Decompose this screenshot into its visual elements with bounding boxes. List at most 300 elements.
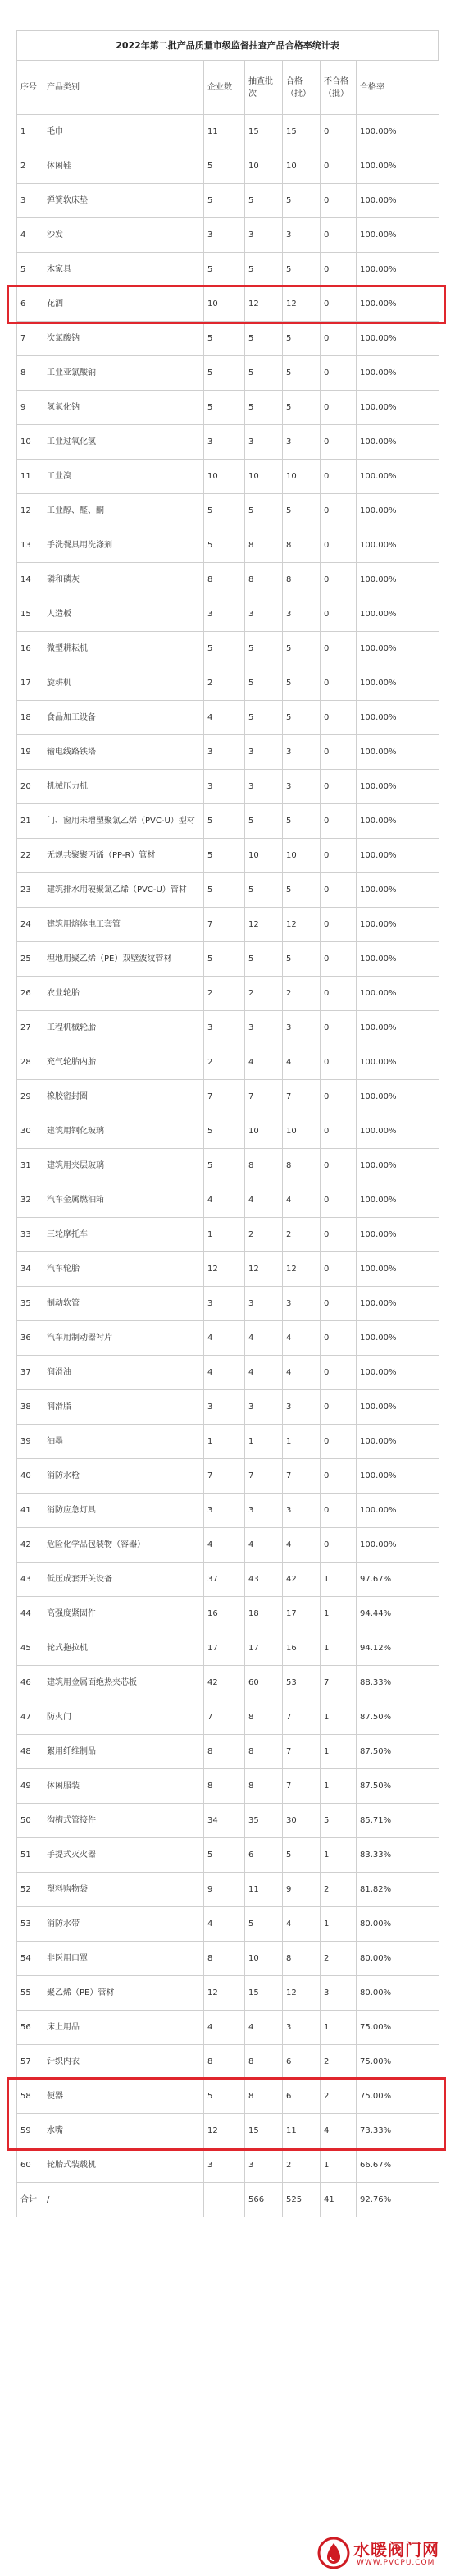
cell-index: 55 xyxy=(17,1976,43,2011)
cell-passed: 12 xyxy=(283,908,321,942)
cell-passed: 3 xyxy=(283,1494,321,1528)
cell-sampled: 15 xyxy=(245,115,283,149)
table-row xyxy=(17,1528,439,1563)
watermark xyxy=(317,2533,448,2573)
cell-index: 28 xyxy=(17,1045,43,1080)
cell-pass-rate: 94.12% xyxy=(357,1631,439,1666)
cell-category: 工业过氧化氢 xyxy=(43,425,204,460)
table-row xyxy=(17,1494,439,1528)
cell-passed: 5 xyxy=(283,804,321,839)
cell-companies: 5 xyxy=(204,184,245,218)
cell-category: 木家具 xyxy=(43,253,204,287)
cell-companies: 7 xyxy=(204,1459,245,1494)
cell-category: 农业轮胎 xyxy=(43,977,204,1011)
cell-category: 旋耕机 xyxy=(43,666,204,701)
cell-passed: 10 xyxy=(283,839,321,873)
cell-pass-rate: 100.00% xyxy=(357,1183,439,1218)
cell-sampled: 5 xyxy=(245,253,283,287)
header-category: 产品类别 xyxy=(43,61,204,115)
watermark-site-url: WWW.PVCPU.COM xyxy=(357,2559,435,2567)
cell-index: 14 xyxy=(17,563,43,597)
cell-sampled: 3 xyxy=(245,770,283,804)
cell-pass-rate: 100.00% xyxy=(357,839,439,873)
cell-category: 食品加工设备 xyxy=(43,701,204,735)
cell-failed: 0 xyxy=(321,563,357,597)
cell-companies: 3 xyxy=(204,770,245,804)
cell-companies: 8 xyxy=(204,1735,245,1769)
cell-passed: 4 xyxy=(283,1321,321,1356)
cell-pass-rate: 81.82% xyxy=(357,1873,439,1907)
cell-passed: 5 xyxy=(283,356,321,391)
cell-pass-rate: 75.00% xyxy=(357,2080,439,2114)
cell-index: 11 xyxy=(17,460,43,494)
cell-pass-rate: 83.33% xyxy=(357,1838,439,1873)
cell-sampled: 3 xyxy=(245,597,283,632)
cell-sampled: 10 xyxy=(245,839,283,873)
cell-pass-rate: 100.00% xyxy=(357,908,439,942)
table-row xyxy=(17,322,439,356)
cell-category: 无规共聚聚丙烯（PP-R）管材 xyxy=(43,839,204,873)
cell-index: 60 xyxy=(17,2148,43,2183)
cell-sampled: 5 xyxy=(245,804,283,839)
cell-index: 20 xyxy=(17,770,43,804)
cell-passed: 7 xyxy=(283,1459,321,1494)
cell-category: 手提式灭火器 xyxy=(43,1838,204,1873)
cell-passed: 5 xyxy=(283,701,321,735)
cell-passed: 7 xyxy=(283,1735,321,1769)
cell-companies: 3 xyxy=(204,425,245,460)
cell-failed: 41 xyxy=(321,2183,357,2217)
cell-failed: 5 xyxy=(321,1804,357,1838)
table-row xyxy=(17,1666,439,1700)
cell-companies: 8 xyxy=(204,1769,245,1804)
cell-companies: 4 xyxy=(204,1183,245,1218)
cell-pass-rate: 100.00% xyxy=(357,1252,439,1287)
table-title: 2022年第二批产品质量市级监督抽查产品合格率统计表 xyxy=(16,30,439,60)
cell-sampled: 4 xyxy=(245,2011,283,2045)
cell-pass-rate: 100.00% xyxy=(357,322,439,356)
cell-category: 水嘴 xyxy=(43,2114,204,2148)
cell-sampled: 3 xyxy=(245,218,283,253)
cell-sampled: 8 xyxy=(245,2080,283,2114)
cell-category: 针织内衣 xyxy=(43,2045,204,2080)
cell-passed: 4 xyxy=(283,1045,321,1080)
cell-passed: 4 xyxy=(283,1528,321,1563)
cell-pass-rate: 100.00% xyxy=(357,942,439,977)
table-row xyxy=(17,1942,439,1976)
cell-failed: 0 xyxy=(321,322,357,356)
cell-index: 34 xyxy=(17,1252,43,1287)
cell-category: 建筑用金属面绝热夹芯板 xyxy=(43,1666,204,1700)
table-row xyxy=(17,2148,439,2183)
table-row xyxy=(17,770,439,804)
cell-index: 13 xyxy=(17,528,43,563)
cell-companies: 5 xyxy=(204,356,245,391)
table-row xyxy=(17,2080,439,2114)
cell-index: 12 xyxy=(17,494,43,528)
cell-failed: 7 xyxy=(321,1666,357,1700)
cell-failed: 0 xyxy=(321,1183,357,1218)
cell-index: 56 xyxy=(17,2011,43,2045)
cell-companies: 5 xyxy=(204,632,245,666)
cell-pass-rate: 80.00% xyxy=(357,1942,439,1976)
cell-sampled: 5 xyxy=(245,632,283,666)
cell-sampled: 43 xyxy=(245,1563,283,1597)
cell-failed: 0 xyxy=(321,666,357,701)
cell-failed: 2 xyxy=(321,2045,357,2080)
cell-sampled: 5 xyxy=(245,391,283,425)
cell-pass-rate: 100.00% xyxy=(357,1494,439,1528)
cell-index: 39 xyxy=(17,1425,43,1459)
cell-sampled: 15 xyxy=(245,1976,283,2011)
cell-index: 22 xyxy=(17,839,43,873)
cell-category: 建筑用夹层玻璃 xyxy=(43,1149,204,1183)
table-row xyxy=(17,356,439,391)
cell-sampled: 1 xyxy=(245,1425,283,1459)
cell-passed: 5 xyxy=(283,1838,321,1873)
cell-index: 10 xyxy=(17,425,43,460)
table-row xyxy=(17,1838,439,1873)
table-row xyxy=(17,804,439,839)
cell-failed: 4 xyxy=(321,2114,357,2148)
cell-passed: 12 xyxy=(283,1976,321,2011)
cell-failed: 0 xyxy=(321,1528,357,1563)
table-row xyxy=(17,1356,439,1390)
cell-sampled: 3 xyxy=(245,1287,283,1321)
cell-sampled: 8 xyxy=(245,2045,283,2080)
cell-category: 油墨 xyxy=(43,1425,204,1459)
cell-index: 3 xyxy=(17,184,43,218)
cell-failed: 0 xyxy=(321,494,357,528)
cell-failed: 0 xyxy=(321,735,357,770)
cell-pass-rate: 100.00% xyxy=(357,460,439,494)
cell-pass-rate: 87.50% xyxy=(357,1769,439,1804)
cell-index: 16 xyxy=(17,632,43,666)
cell-companies: 5 xyxy=(204,873,245,908)
cell-category: 磷和磷灰 xyxy=(43,563,204,597)
cell-passed: 6 xyxy=(283,2045,321,2080)
cell-sampled: 4 xyxy=(245,1183,283,1218)
cell-pass-rate: 100.00% xyxy=(357,873,439,908)
cell-pass-rate: 100.00% xyxy=(357,253,439,287)
cell-category: 手洗餐具用洗涤剂 xyxy=(43,528,204,563)
cell-sampled: 4 xyxy=(245,1321,283,1356)
cell-category: 高强度紧固件 xyxy=(43,1597,204,1631)
cell-sampled: 10 xyxy=(245,1942,283,1976)
cell-sampled: 35 xyxy=(245,1804,283,1838)
cell-pass-rate: 87.50% xyxy=(357,1700,439,1735)
cell-index: 18 xyxy=(17,701,43,735)
cell-index: 19 xyxy=(17,735,43,770)
cell-sampled: 5 xyxy=(245,322,283,356)
cell-sampled: 3 xyxy=(245,1011,283,1045)
cell-sampled: 10 xyxy=(245,1114,283,1149)
cell-index: 1 xyxy=(17,115,43,149)
cell-sampled: 7 xyxy=(245,1080,283,1114)
cell-category: 门、窗用未增塑聚氯乙烯（PVC-U）型材 xyxy=(43,804,204,839)
cell-sampled: 12 xyxy=(245,908,283,942)
cell-index: 29 xyxy=(17,1080,43,1114)
cell-pass-rate: 100.00% xyxy=(357,1080,439,1114)
cell-failed: 0 xyxy=(321,977,357,1011)
cell-passed: 5 xyxy=(283,666,321,701)
cell-category: 防火门 xyxy=(43,1700,204,1735)
cell-companies: 9 xyxy=(204,1873,245,1907)
cell-pass-rate: 94.44% xyxy=(357,1597,439,1631)
cell-passed: 7 xyxy=(283,1700,321,1735)
cell-category: 工程机械轮胎 xyxy=(43,1011,204,1045)
cell-pass-rate: 100.00% xyxy=(357,804,439,839)
cell-companies: 3 xyxy=(204,1011,245,1045)
cell-passed: 3 xyxy=(283,425,321,460)
cell-failed: 0 xyxy=(321,1080,357,1114)
cell-passed: 3 xyxy=(283,735,321,770)
cell-failed: 0 xyxy=(321,528,357,563)
cell-index: 21 xyxy=(17,804,43,839)
cell-pass-rate: 87.50% xyxy=(357,1735,439,1769)
cell-passed: 5 xyxy=(283,391,321,425)
cell-sampled: 5 xyxy=(245,666,283,701)
cell-pass-rate: 85.71% xyxy=(357,1804,439,1838)
header-failed: 不合格（批） xyxy=(321,61,357,115)
cell-pass-rate: 100.00% xyxy=(357,494,439,528)
cell-category: 制动软管 xyxy=(43,1287,204,1321)
table-row xyxy=(17,218,439,253)
cell-sampled: 5 xyxy=(245,184,283,218)
cell-sampled: 3 xyxy=(245,735,283,770)
cell-pass-rate: 66.67% xyxy=(357,2148,439,2183)
cell-category: 非医用口罩 xyxy=(43,1942,204,1976)
cell-companies: 5 xyxy=(204,322,245,356)
cell-sampled: 60 xyxy=(245,1666,283,1700)
table-row xyxy=(17,2045,439,2080)
cell-category: 机械压力机 xyxy=(43,770,204,804)
cell-companies: 34 xyxy=(204,1804,245,1838)
table-row xyxy=(17,494,439,528)
cell-category: 工业醇、醛、酮 xyxy=(43,494,204,528)
cell-pass-rate: 97.67% xyxy=(357,1563,439,1597)
table-row xyxy=(17,391,439,425)
cell-category: 休闲服装 xyxy=(43,1769,204,1804)
cell-companies: 11 xyxy=(204,115,245,149)
cell-companies: 5 xyxy=(204,942,245,977)
cell-failed: 0 xyxy=(321,632,357,666)
cell-category: 沟槽式管接件 xyxy=(43,1804,204,1838)
table-row xyxy=(17,977,439,1011)
cell-index: 38 xyxy=(17,1390,43,1425)
cell-sampled: 3 xyxy=(245,1390,283,1425)
cell-index: 58 xyxy=(17,2080,43,2114)
table-row xyxy=(17,1183,439,1218)
cell-failed: 0 xyxy=(321,873,357,908)
cell-sampled: 566 xyxy=(245,2183,283,2217)
cell-failed: 0 xyxy=(321,1321,357,1356)
cell-pass-rate: 100.00% xyxy=(357,632,439,666)
cell-pass-rate: 100.00% xyxy=(357,1321,439,1356)
table-row xyxy=(17,528,439,563)
cell-pass-rate: 92.76% xyxy=(357,2183,439,2217)
cell-failed: 0 xyxy=(321,184,357,218)
cell-passed: 4 xyxy=(283,1907,321,1942)
cell-pass-rate: 100.00% xyxy=(357,1287,439,1321)
cell-pass-rate: 80.00% xyxy=(357,1976,439,2011)
cell-failed: 0 xyxy=(321,770,357,804)
cell-pass-rate: 100.00% xyxy=(357,1045,439,1080)
cell-sampled: 12 xyxy=(245,287,283,322)
table-row xyxy=(17,1425,439,1459)
cell-failed: 0 xyxy=(321,701,357,735)
cell-sampled: 5 xyxy=(245,701,283,735)
table-row xyxy=(17,666,439,701)
table-row xyxy=(17,1769,439,1804)
table-row xyxy=(17,1114,439,1149)
cell-category: 建筑用熔体电工套管 xyxy=(43,908,204,942)
cell-category: 消防水枪 xyxy=(43,1459,204,1494)
cell-index: 44 xyxy=(17,1597,43,1631)
table-row xyxy=(17,1563,439,1597)
cell-pass-rate: 100.00% xyxy=(357,597,439,632)
cell-passed: 5 xyxy=(283,942,321,977)
cell-index: 48 xyxy=(17,1735,43,1769)
cell-passed: 3 xyxy=(283,597,321,632)
table-row xyxy=(17,1149,439,1183)
cell-companies: 5 xyxy=(204,839,245,873)
cell-category: 建筑用钢化玻璃 xyxy=(43,1114,204,1149)
cell-index: 2 xyxy=(17,149,43,184)
cell-companies: 1 xyxy=(204,1218,245,1252)
table-row xyxy=(17,1459,439,1494)
cell-companies: 5 xyxy=(204,1838,245,1873)
cell-failed: 0 xyxy=(321,1114,357,1149)
cell-passed: 5 xyxy=(283,632,321,666)
cell-sampled: 8 xyxy=(245,1735,283,1769)
stats-table-container xyxy=(16,30,439,2217)
cell-companies: 7 xyxy=(204,908,245,942)
cell-sampled: 8 xyxy=(245,1769,283,1804)
cell-companies: 8 xyxy=(204,1942,245,1976)
cell-companies: 5 xyxy=(204,253,245,287)
cell-category: 汽车轮胎 xyxy=(43,1252,204,1287)
cell-failed: 1 xyxy=(321,1700,357,1735)
table-row xyxy=(17,1321,439,1356)
cell-sampled: 11 xyxy=(245,1873,283,1907)
cell-pass-rate: 100.00% xyxy=(357,391,439,425)
cell-index: 42 xyxy=(17,1528,43,1563)
cell-companies: 5 xyxy=(204,1114,245,1149)
cell-failed: 0 xyxy=(321,597,357,632)
cell-passed: 10 xyxy=(283,1114,321,1149)
cell-sampled: 10 xyxy=(245,149,283,184)
cell-index: 52 xyxy=(17,1873,43,1907)
cell-category: 输电线路铁塔 xyxy=(43,735,204,770)
cell-sampled: 3 xyxy=(245,1494,283,1528)
cell-index: 8 xyxy=(17,356,43,391)
cell-companies: 42 xyxy=(204,1666,245,1700)
cell-sampled: 3 xyxy=(245,2148,283,2183)
cell-failed: 0 xyxy=(321,1011,357,1045)
cell-companies: 5 xyxy=(204,391,245,425)
cell-failed: 0 xyxy=(321,391,357,425)
cell-category: 轮式拖拉机 xyxy=(43,1631,204,1666)
cell-passed: 3 xyxy=(283,1390,321,1425)
site-logo-icon xyxy=(317,2537,350,2569)
cell-failed: 3 xyxy=(321,1976,357,2011)
cell-failed: 2 xyxy=(321,1873,357,1907)
table-row xyxy=(17,1700,439,1735)
cell-sampled: 2 xyxy=(245,1218,283,1252)
cell-sampled: 5 xyxy=(245,1907,283,1942)
cell-failed: 1 xyxy=(321,2011,357,2045)
cell-category: 便器 xyxy=(43,2080,204,2114)
cell-sampled: 10 xyxy=(245,460,283,494)
header-index: 序号 xyxy=(17,61,43,115)
cell-index: 40 xyxy=(17,1459,43,1494)
cell-sampled: 17 xyxy=(245,1631,283,1666)
cell-companies: 4 xyxy=(204,1528,245,1563)
cell-pass-rate: 100.00% xyxy=(357,287,439,322)
cell-failed: 0 xyxy=(321,218,357,253)
cell-pass-rate: 100.00% xyxy=(357,977,439,1011)
cell-pass-rate: 73.33% xyxy=(357,2114,439,2148)
cell-index: 50 xyxy=(17,1804,43,1838)
cell-passed: 525 xyxy=(283,2183,321,2217)
table-row xyxy=(17,597,439,632)
cell-category: 橡胶密封圈 xyxy=(43,1080,204,1114)
table-row xyxy=(17,115,439,149)
table-row xyxy=(17,839,439,873)
cell-category: 埋地用聚乙烯（PE）双壁波纹管材 xyxy=(43,942,204,977)
cell-failed: 0 xyxy=(321,839,357,873)
cell-sampled: 5 xyxy=(245,494,283,528)
stats-table xyxy=(16,60,439,2217)
cell-category: 微型耕耘机 xyxy=(43,632,204,666)
cell-category: 三轮摩托车 xyxy=(43,1218,204,1252)
cell-sampled: 8 xyxy=(245,1700,283,1735)
cell-passed: 15 xyxy=(283,115,321,149)
cell-index: 35 xyxy=(17,1287,43,1321)
cell-category: 润滑脂 xyxy=(43,1390,204,1425)
cell-failed: 0 xyxy=(321,942,357,977)
cell-pass-rate: 100.00% xyxy=(357,1011,439,1045)
cell-pass-rate: 100.00% xyxy=(357,1459,439,1494)
cell-category: 聚乙烯（PE）管材 xyxy=(43,1976,204,2011)
cell-index: 23 xyxy=(17,873,43,908)
cell-passed: 5 xyxy=(283,184,321,218)
table-row xyxy=(17,1011,439,1045)
cell-passed: 5 xyxy=(283,494,321,528)
cell-sampled: 2 xyxy=(245,977,283,1011)
cell-sampled: 5 xyxy=(245,873,283,908)
cell-sampled: 5 xyxy=(245,356,283,391)
cell-companies: 4 xyxy=(204,1907,245,1942)
cell-pass-rate: 100.00% xyxy=(357,1149,439,1183)
table-row xyxy=(17,149,439,184)
cell-index: 5 xyxy=(17,253,43,287)
cell-passed: 5 xyxy=(283,873,321,908)
cell-companies: 3 xyxy=(204,1287,245,1321)
cell-companies: 8 xyxy=(204,563,245,597)
cell-passed: 11 xyxy=(283,2114,321,2148)
cell-failed: 0 xyxy=(321,115,357,149)
cell-passed: 2 xyxy=(283,1218,321,1252)
cell-failed: 1 xyxy=(321,1735,357,1769)
cell-passed: 2 xyxy=(283,2148,321,2183)
cell-passed: 8 xyxy=(283,563,321,597)
cell-pass-rate: 100.00% xyxy=(357,149,439,184)
cell-index: 59 xyxy=(17,2114,43,2148)
total-row xyxy=(17,2183,439,2217)
cell-category: 次氯酸钠 xyxy=(43,322,204,356)
